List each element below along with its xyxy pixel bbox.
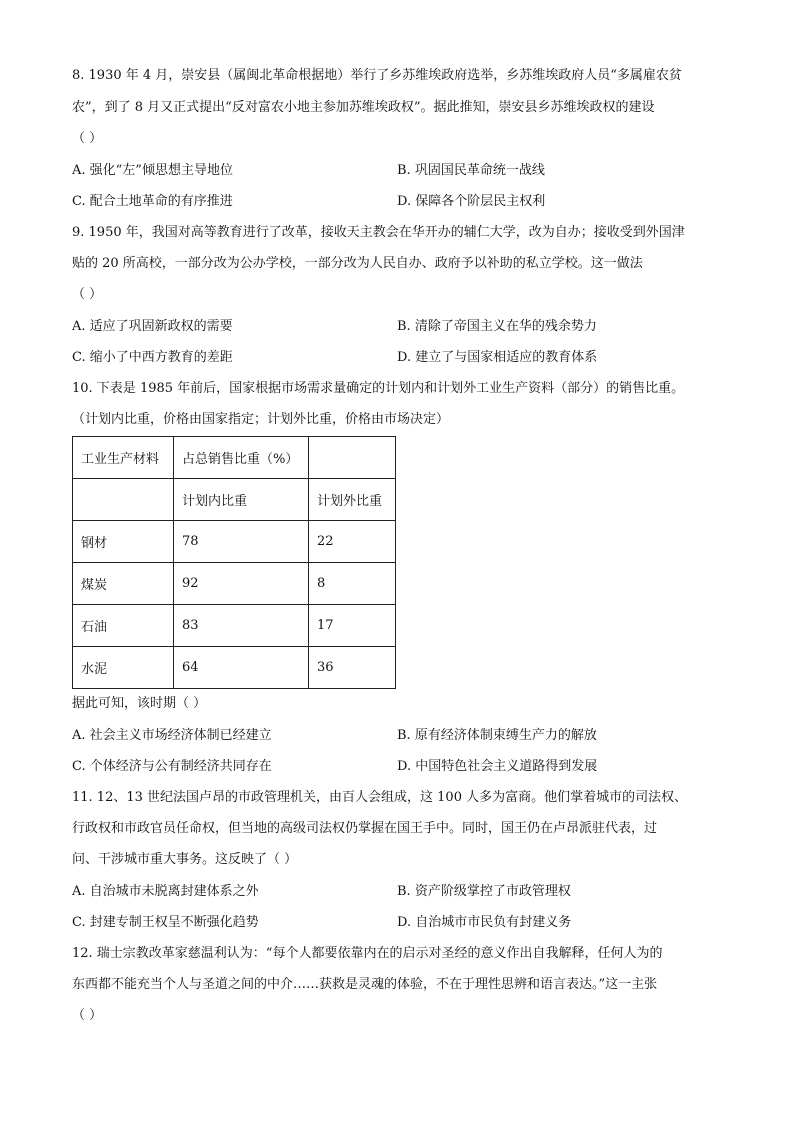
table-cell: 水泥	[73, 647, 174, 689]
q9-option-b[interactable]: B. 清除了帝国主义在华的残余势力	[397, 319, 597, 334]
q10-option-c[interactable]: C. 个体经济与公有制经济共同存在	[72, 759, 272, 774]
q11-option-a[interactable]: A. 自治城市未脱离封建体系之外	[72, 884, 259, 899]
table-cell: 煤炭	[73, 563, 174, 605]
q8-option-b[interactable]: B. 巩固国民革命统一战线	[397, 163, 545, 178]
q9-answer-blank: （ ）	[72, 287, 103, 302]
q8-answer-blank: （ ）	[72, 131, 103, 146]
q12-answer-blank: （ ）	[72, 1008, 103, 1023]
table-cell: 22	[309, 521, 396, 563]
q10-option-d[interactable]: D. 中国特色社会主义道路得到发展	[397, 759, 598, 774]
table-cell	[73, 479, 174, 521]
q8-option-c[interactable]: C. 配合土地革命的有序推进	[72, 194, 233, 209]
q8-option-a[interactable]: A. 强化“左”倾思想主导地位	[72, 163, 233, 178]
q10-option-b[interactable]: B. 原有经济体制束缚生产力的解放	[397, 728, 597, 743]
q10-stem-after-table: 据此可知，该时期（ ）	[72, 696, 207, 711]
table-cell: 8	[309, 563, 396, 605]
table-cell: 83	[174, 605, 309, 647]
table-subheader-row	[73, 479, 396, 521]
table-cell	[309, 437, 396, 479]
q9-option-c[interactable]: C. 缩小了中西方教育的差距	[72, 350, 233, 365]
q10-line-1: 10. 下表是 1985 年前后，国家根据市场需求量确定的计划内和计划外工业生产资料（部分）的销售比重。	[72, 381, 685, 396]
q11-line-3: 问、干涉城市重大事务。这反映了（ ）	[72, 852, 298, 867]
q9-option-a[interactable]: A. 适应了巩固新政权的需要	[72, 319, 233, 334]
q11-line-1: 11. 12、13 世纪法国卢昂的市政管理机关，由百人会组成，这 100 人多为富商。他们掌着城市的司法权、	[72, 790, 688, 805]
table-cell: 计划内比重	[174, 479, 309, 521]
q9-line-2: 贴的 20 所高校，一部分改为公办学校，一部分改为人民自办、政府予以补助的私立学校。这一做法	[72, 256, 643, 271]
table-row	[73, 647, 396, 689]
q11-option-d[interactable]: D. 自治城市市民负有封建义务	[397, 915, 572, 930]
q10-line-2: （计划内比重，价格由国家指定；计划外比重，价格由市场决定）	[72, 412, 450, 427]
table-cell: 36	[309, 647, 396, 689]
q8-line-1: 8. 1930 年 4 月，崇安县（属闽北革命根据地）举行了乡苏维埃政府选举，乡苏维埃政府人员“多属雇农贫	[72, 68, 682, 83]
table-row	[73, 605, 396, 647]
table-cell: 计划外比重	[309, 479, 396, 521]
q9-line-1: 9. 1950 年，我国对高等教育进行了改革，接收天主教会在华开办的辅仁大学，改为自办；接收受到外国津	[72, 225, 685, 240]
sales-ratio-table	[72, 436, 396, 689]
q10-option-a[interactable]: A. 社会主义市场经济体制已经建立	[72, 728, 272, 743]
q12-line-1: 12. 瑞士宗教改革家慈温利认为：“每个人都要依靠内在的启示对圣经的意义作出自我解释，任何人为的	[72, 946, 663, 961]
table-cell: 64	[174, 647, 309, 689]
table-cell: 工业生产材料	[73, 437, 174, 479]
q11-line-2: 行政权和市政官员任命权，但当地的高级司法权仍掌握在国王手中。同时，国王仍在卢昂派驻代表，过	[72, 821, 658, 836]
table-cell: 石油	[73, 605, 174, 647]
table-cell: 78	[174, 521, 309, 563]
q9-option-d[interactable]: D. 建立了与国家相适应的教育体系	[397, 350, 598, 365]
table-cell: 钢材	[73, 521, 174, 563]
q8-option-d[interactable]: D. 保障各个阶层民主权利	[397, 194, 546, 209]
q11-option-b[interactable]: B. 资产阶级掌控了市政管理权	[397, 884, 571, 899]
table-cell: 17	[309, 605, 396, 647]
table-header-row	[73, 437, 396, 479]
q11-option-c[interactable]: C. 封建专制王权呈不断强化趋势	[72, 915, 259, 930]
table-row	[73, 563, 396, 605]
table-cell: 占总销售比重（%）	[174, 437, 309, 479]
q12-line-2: 东西都不能充当个人与圣道之间的中介……获救是灵魂的体验，不在于理性思辨和语言表达。”这一主张	[72, 977, 658, 992]
table-row	[73, 521, 396, 563]
q8-line-2: 农”，到了 8 月又正式提出“反对富农小地主参加苏维埃政权”。据此推知，崇安县乡苏维埃政权的建设	[72, 100, 655, 115]
table-cell: 92	[174, 563, 309, 605]
